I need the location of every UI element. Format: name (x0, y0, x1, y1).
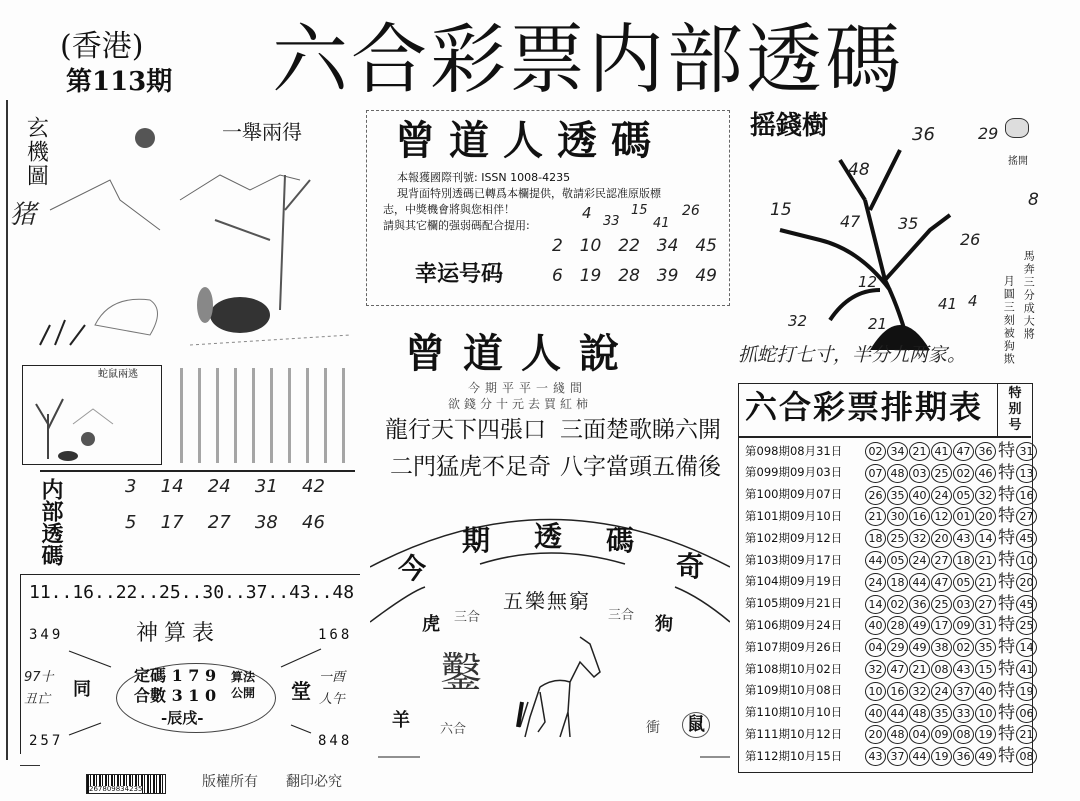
number-ball: 02 (953, 464, 974, 483)
row-label: 第111期10月12日 (745, 726, 843, 741)
number-ball: 05 (953, 486, 974, 505)
snake-rat-panel (22, 365, 162, 465)
number-ball: 24 (909, 551, 930, 570)
inner-number: 38 (254, 511, 278, 533)
calc-right-char: 堂 (291, 679, 311, 703)
row-label: 第102期09月12日 (745, 530, 843, 545)
says-sub: 今期平平一綫間 (468, 381, 588, 395)
number-ball: 32 (865, 660, 886, 679)
row-label: 第100期09月07日 (745, 487, 843, 502)
number-ball: 44 (887, 704, 908, 723)
number-ball: 04 (909, 725, 930, 744)
special-mark: 特 (998, 702, 1015, 723)
lucky-number: 19 (579, 266, 602, 286)
number-ball: 40 (865, 704, 886, 723)
sheep-char: 羊 (392, 710, 410, 731)
calc-zodiac: -辰戌- (161, 709, 204, 727)
number-ball: 24 (865, 573, 886, 592)
liuhe-label: 六合 (440, 722, 467, 737)
number-ball: 30 (887, 507, 908, 526)
number-ball: 17 (931, 616, 952, 635)
verse-line: 馬奔三分成大將 (1022, 250, 1036, 341)
lucky-number: 45 (695, 236, 717, 256)
number-ball: 48 (887, 464, 908, 483)
number-ball: 47 (887, 660, 908, 679)
snake-rat-illustration (28, 384, 158, 462)
lucky-number: 6 (552, 266, 563, 286)
number-ball: 49 (909, 638, 930, 657)
number-ball: 43 (953, 529, 974, 548)
number-ball: 04 (865, 638, 886, 657)
special-mark: 特 (998, 484, 1015, 505)
inner-number: 46 (302, 511, 325, 533)
rat-char: 鼠 (682, 712, 710, 738)
lucky-row (552, 237, 717, 256)
table-row (745, 463, 1038, 484)
verse-line: 月圓三刻被狗欺 (1002, 275, 1016, 366)
special-number-ball: 25 (1016, 616, 1037, 635)
inner-number: 27 (207, 511, 231, 533)
row-label: 第107期09月26日 (745, 639, 843, 654)
row-label: 第112期10月15日 (745, 748, 843, 763)
shake-badge (1005, 118, 1029, 138)
number-ball: 18 (865, 529, 886, 548)
tree-number: 8 (1028, 190, 1039, 210)
special-mark: 特 (998, 746, 1015, 767)
special-number-ball: 14 (1016, 638, 1037, 657)
table-row (745, 572, 1038, 593)
special-number-ball: 19 (1016, 682, 1037, 701)
table-row (745, 724, 1038, 745)
this-issue-code-box (370, 512, 730, 762)
number-ball: 36 (953, 747, 974, 766)
number-ball: 16 (909, 507, 930, 526)
says-title: 曾道人說 (405, 330, 637, 377)
dog-char: 狗 (655, 614, 673, 635)
shake-label: 搖開 (1008, 156, 1028, 167)
inner-number: 17 (160, 511, 184, 533)
table-row (745, 528, 1038, 549)
number-ball: 01 (953, 507, 974, 526)
number-ball: 36 (909, 595, 930, 614)
number-ball: 47 (953, 442, 974, 461)
inner-number: 24 (207, 476, 231, 497)
tree-number: 36 (912, 124, 935, 145)
tree-number: 29 (978, 124, 999, 143)
table-row (745, 441, 1038, 462)
calc-table-box (20, 574, 360, 754)
number-ball: 25 (931, 464, 952, 483)
special-number-ball: 13 (1016, 464, 1037, 483)
number-ball: 24 (931, 682, 952, 701)
row-label: 第101期09月10日 (745, 508, 843, 523)
calc-method: 算法公開 (231, 670, 256, 700)
number-ball: 48 (909, 704, 930, 723)
number-ball: 20 (865, 725, 886, 744)
lucky-number: 34 (656, 236, 679, 256)
number-ball: 27 (975, 595, 996, 614)
number-ball: 32 (975, 486, 996, 505)
lucky-number: 39 (656, 266, 679, 286)
footer-line (20, 765, 40, 766)
riddle-answer: 猪 (10, 200, 37, 230)
row-label: 第105期09月21日 (745, 596, 843, 611)
number-ball: 12 (931, 507, 952, 526)
number-ball: 10 (975, 704, 996, 723)
inner-number: 31 (254, 476, 278, 497)
calc-left-note: 97十 丑亡 (24, 670, 54, 707)
money-tree-title: 摇錢樹 (750, 111, 829, 141)
horse-illustration (510, 632, 620, 742)
number-ball: 29 (887, 638, 908, 657)
number-ball: 19 (931, 747, 952, 766)
special-number-ball: 06 (1016, 704, 1037, 723)
poem-line: 八字當頭五備後 (560, 454, 721, 480)
hand-number: 33 (603, 214, 620, 229)
number-ball: 21 (975, 573, 996, 592)
number-ball: 18 (953, 551, 974, 570)
special-number-ball: 45 (1016, 595, 1037, 614)
special-number-ball: 10 (1016, 551, 1037, 570)
special-mark: 特 (998, 571, 1015, 592)
number-ball: 40 (909, 486, 930, 505)
special-number-ball: 27 (1016, 507, 1037, 526)
number-ball: 44 (909, 747, 930, 766)
number-ball: 34 (887, 442, 908, 461)
copyright: 版權所有 (202, 774, 258, 790)
special-mark: 特 (998, 528, 1015, 549)
number-ball: 26 (865, 486, 886, 505)
arc-char: 碼 (606, 524, 635, 557)
table-title: 六合彩票排期表 (745, 388, 984, 426)
inner-number: 5 (125, 511, 137, 533)
row-label: 第109期10月08日 (745, 683, 843, 698)
tree-number: 48 (848, 160, 870, 180)
number-ball: 25 (887, 529, 908, 548)
table-header-rule (739, 436, 1031, 438)
chong-label: 衝 (646, 720, 660, 736)
number-ball: 07 (865, 464, 886, 483)
row-label: 第110期10月10日 (745, 705, 843, 720)
number-ball: 02 (953, 638, 974, 657)
code-box (366, 110, 730, 306)
table-row (745, 485, 1038, 506)
number-ball: 35 (931, 704, 952, 723)
region-label: (香港) (60, 29, 144, 64)
number-ball: 37 (887, 747, 908, 766)
number-ball: 41 (931, 442, 952, 461)
table-row (745, 703, 1038, 724)
riddle-label: 玄機圖 (23, 116, 49, 188)
number-ball: 20 (931, 529, 952, 548)
riddle-title: 一舉兩得 (222, 120, 302, 144)
special-number-ball: 08 (1016, 747, 1037, 766)
hand-number: 4 (582, 204, 592, 222)
special-mark: 特 (998, 637, 1015, 658)
tree-number: 32 (788, 312, 808, 330)
row-label: 第108期10月02日 (745, 661, 843, 676)
number-ball: 25 (931, 595, 952, 614)
number-ball: 35 (975, 638, 996, 657)
barcode-number: 267809834235 (89, 785, 143, 793)
special-mark: 特 (998, 550, 1015, 570)
table-row (745, 659, 1038, 680)
number-ball: 43 (865, 747, 886, 766)
number-ball: 05 (953, 573, 974, 592)
center-phrase: 五樂無窮 (503, 589, 591, 613)
number-ball: 15 (975, 660, 996, 679)
number-ball: 44 (909, 573, 930, 592)
number-ball: 19 (975, 725, 996, 744)
special-mark: 特 (998, 680, 1015, 701)
special-number-ball: 21 (1016, 725, 1037, 744)
tree-number: 26 (960, 230, 981, 249)
lucky-number: 28 (618, 266, 640, 286)
row-label: 第103期09月17日 (745, 552, 843, 567)
riddle-panel (10, 100, 360, 360)
calc-numbers-row: 11..16..22..25..30..37..43..48 (29, 582, 355, 603)
number-ball: 21 (865, 507, 886, 526)
fixed-value: 1 7 9 (171, 666, 217, 685)
sum-value: 3 1 0 (171, 686, 217, 705)
inner-number: 42 (302, 476, 325, 497)
snake-rat-verses (170, 368, 355, 463)
calc-top-right: 168 (318, 627, 353, 643)
table-row (745, 746, 1038, 767)
lucky-row (552, 267, 717, 286)
number-ball: 20 (975, 507, 996, 526)
number-ball: 32 (909, 682, 930, 701)
special-mark: 特 (998, 593, 1015, 614)
number-ball: 14 (865, 595, 886, 614)
arc-char: 透 (534, 520, 563, 553)
special-number-ball: 41 (1016, 660, 1037, 679)
number-ball: 36 (975, 442, 996, 461)
calc-top-left: 349 (29, 627, 64, 643)
draw-schedule-table (738, 383, 1033, 773)
notice-line: 本報獲國際刊號: ISSN 1008-4235 (397, 171, 571, 184)
inner-number: 14 (160, 476, 184, 497)
number-ball: 09 (931, 725, 952, 744)
number-ball: 28 (887, 616, 908, 635)
number-ball: 43 (953, 660, 974, 679)
tree-number: 12 (858, 273, 878, 291)
number-ball: 16 (887, 682, 908, 701)
number-ball: 44 (865, 551, 886, 570)
hand-number: 26 (682, 203, 700, 219)
number-ball: 03 (909, 464, 930, 483)
number-ball: 32 (909, 529, 930, 548)
special-mark: 特 (998, 724, 1015, 745)
number-ball: 21 (909, 660, 930, 679)
number-ball: 47 (931, 573, 952, 592)
number-ball: 38 (931, 638, 952, 657)
landscape-illustration (30, 120, 350, 350)
special-mark: 特 (998, 615, 1015, 636)
sum-label: 合數 (134, 686, 167, 705)
says-sub: 欲錢分十元去買紅柿 (448, 397, 593, 411)
poem-line: 三面楚歌睇六開 (560, 417, 721, 443)
table-row (745, 550, 1038, 571)
page-title: 六合彩票内部透碼 (272, 15, 904, 104)
tree-number: 4 (968, 292, 978, 310)
number-ball: 14 (975, 529, 996, 548)
number-ball: 08 (953, 725, 974, 744)
table-row (745, 637, 1038, 658)
number-ball: 27 (931, 551, 952, 570)
number-ball: 48 (887, 725, 908, 744)
sanhe-left: 三合 (454, 610, 481, 625)
inner-code-label: 内部透碼 (38, 478, 64, 566)
number-ball: 46 (975, 464, 996, 483)
special-number-ball: 16 (1016, 486, 1037, 505)
notice-line: 請與其它欄的强弱碼配合提用: (383, 219, 530, 232)
number-ball: 37 (953, 682, 974, 701)
lucky-number: 2 (552, 236, 563, 256)
hand-number: 15 (631, 203, 648, 218)
row-label: 第098期08月31日 (745, 443, 843, 458)
issue-number: 第113期 (66, 67, 173, 97)
divider (40, 470, 355, 472)
table-row (745, 506, 1038, 527)
number-ball: 10 (865, 682, 886, 701)
lucky-number: 49 (695, 266, 717, 286)
number-ball: 03 (953, 595, 974, 614)
tree-number: 35 (898, 214, 919, 233)
special-number-ball: 20 (1016, 573, 1037, 592)
number-ball: 40 (865, 616, 886, 635)
fixed-label: 定碼 (134, 666, 167, 685)
hand-number: 41 (653, 216, 670, 231)
number-ball: 40 (975, 682, 996, 701)
calc-bottom-left: 257 (29, 733, 64, 749)
number-ball: 02 (887, 595, 908, 614)
number-ball: 24 (931, 486, 952, 505)
table-row (745, 615, 1038, 636)
calc-title: 神算表 (136, 621, 221, 646)
tree-number: 47 (840, 212, 861, 231)
inner-numbers (125, 476, 325, 533)
number-ball: 35 (887, 486, 908, 505)
arc-char: 期 (462, 524, 491, 557)
calc-bottom-right: 848 (318, 733, 353, 749)
number-ball: 33 (953, 704, 974, 723)
special-mark: 特 (998, 506, 1015, 527)
arc-char: 奇 (676, 550, 705, 583)
notice-line: 現背面特別透碼已轉爲本欄提供，敬請彩民認准原版標 (397, 187, 661, 200)
special-number-ball: 31 (1016, 442, 1037, 461)
no-reprint: 翻印必究 (286, 774, 342, 790)
tiger-char: 虎 (422, 614, 440, 635)
inner-number: 3 (125, 476, 137, 497)
number-ball: 18 (887, 573, 908, 592)
number-ball: 49 (909, 616, 930, 635)
number-ball: 21 (975, 551, 996, 570)
snake-rat-title: 蛇鼠兩逃 (98, 369, 138, 380)
table-row (745, 594, 1038, 615)
row-label: 第099期09月03日 (745, 465, 843, 480)
table-row (745, 681, 1038, 702)
chisel-char: 鑿 (440, 648, 483, 697)
number-ball: 02 (865, 442, 886, 461)
special-mark: 特 (998, 462, 1015, 483)
tree-number: 21 (868, 315, 888, 333)
poem-line: 龍行天下四張口 (385, 417, 546, 443)
number-ball: 09 (953, 616, 974, 635)
calc-right-note: 一酉 人午 (319, 670, 346, 707)
number-ball: 31 (975, 616, 996, 635)
lucky-number: 22 (618, 236, 640, 256)
calc-left-char: 同 (73, 679, 91, 700)
lucky-label: 幸运号码 (415, 261, 504, 287)
tree-number: 41 (938, 295, 958, 313)
barcode (86, 774, 166, 794)
special-mark: 特 (998, 441, 1015, 461)
notice-line: 志，中獎機會將與您相伴！ (383, 203, 515, 216)
sanhe-right: 三合 (608, 608, 635, 623)
row-label: 第104期09月19日 (745, 574, 843, 589)
calc-arrows (21, 575, 361, 755)
left-border (6, 100, 8, 760)
special-header: 特别号 (997, 384, 1032, 436)
tree-number: 15 (770, 200, 792, 220)
number-ball: 49 (975, 747, 996, 766)
row-label: 第106期09月24日 (745, 617, 843, 632)
number-ball: 08 (931, 660, 952, 679)
code-box-title: 曾道人透碼 (395, 117, 665, 164)
special-number-ball: 45 (1016, 529, 1037, 548)
tree-caption: 抓蛇打七寸，半分九两家。 (738, 344, 967, 366)
poem-line: 二門猛虎不足奇 (390, 454, 551, 480)
number-ball: 21 (909, 442, 930, 461)
lucky-number: 10 (579, 236, 602, 256)
arc-char: 今 (398, 552, 427, 585)
special-mark: 特 (998, 659, 1015, 679)
number-ball: 05 (887, 551, 908, 570)
